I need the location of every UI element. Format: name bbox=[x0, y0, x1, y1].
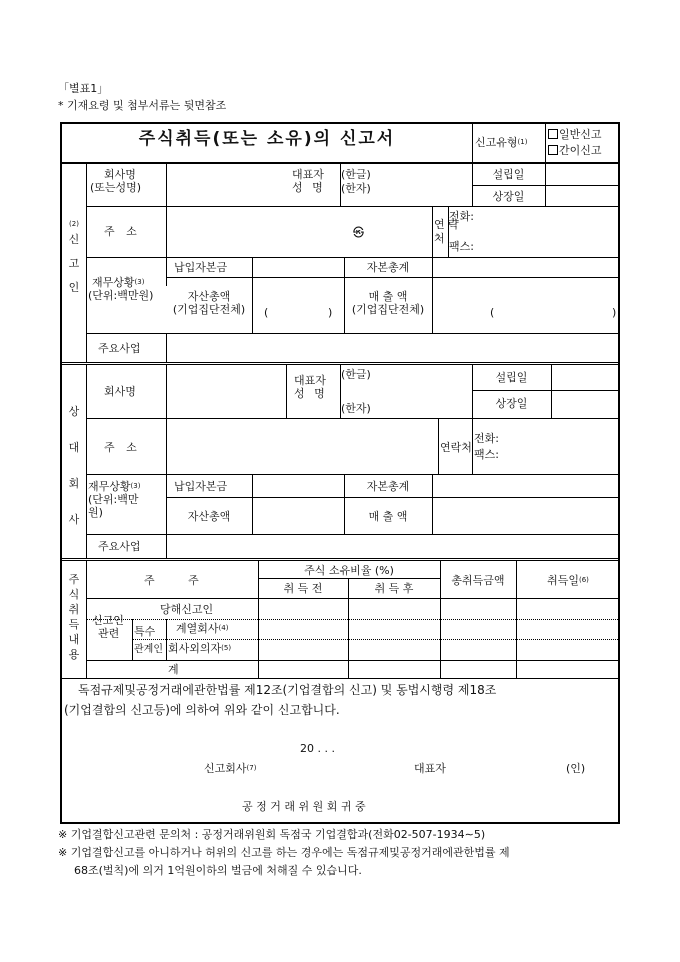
declaration-line-2: (기업결합의 신고등)에 의하여 위와 같이 신고합니다. bbox=[64, 703, 340, 717]
checkbox-icon[interactable] bbox=[548, 145, 558, 155]
related-label: 신고인 관련 bbox=[92, 614, 124, 640]
counterparty-main-business-label: 주요사업 bbox=[98, 540, 141, 553]
reporter-rep-label: 대표자 성 명 bbox=[292, 168, 324, 194]
form-frame bbox=[60, 122, 620, 824]
reporter-assets-paren-close: ) bbox=[328, 306, 333, 319]
reporter-assets-paren-open: ( bbox=[264, 306, 269, 319]
reporter-section-num: (2) bbox=[69, 220, 79, 228]
counterparty-company-name-label: 회사명 bbox=[104, 385, 136, 398]
reporter-phone-label: 전화: bbox=[449, 210, 474, 223]
reporter-paid-in-label: 납입자본금 bbox=[174, 261, 228, 274]
form-title: 주식취득(또는 소유)의 신고서 bbox=[138, 129, 396, 149]
report-type-simple[interactable]: 간이신고 bbox=[548, 144, 602, 157]
reporter-sales-paren-close: ) bbox=[612, 306, 617, 319]
reporter-sales-label: 매 출 액 (기업집단전체) bbox=[351, 290, 425, 316]
reporter-fax-label: 팩스: bbox=[449, 240, 474, 253]
reporter-rep-hanja: (한자) bbox=[341, 182, 371, 195]
report-type-label: 신고유형$^{(1)}$ bbox=[475, 136, 528, 149]
reporter-rep-hangul: (한글) bbox=[341, 168, 371, 181]
shareholder-header: 주 주 bbox=[144, 574, 199, 587]
reporter-contact-label: 연 락 처 bbox=[434, 218, 459, 245]
counterparty-established-label: 설립일 bbox=[495, 371, 528, 384]
ratio-header: 주식 소유비율 (%) bbox=[304, 564, 394, 577]
special-relation-label: 특수 관계인 bbox=[134, 625, 163, 655]
reporter-sales-paren-open: ( bbox=[490, 306, 495, 319]
counterparty-address-label: 주 소 bbox=[104, 441, 137, 454]
inquiry-note: ※ 기업결합신고관련 문의처 : 공정거래위원회 독점국 기업결합과(전화02-507-1934∼5) bbox=[58, 828, 486, 841]
declaration-date: 20 . . . bbox=[300, 742, 335, 755]
counterparty-paid-in-label: 납입자본금 bbox=[174, 480, 228, 493]
total-amount-header: 총취득금액 bbox=[451, 574, 505, 587]
counterparty-total-assets-label: 자산총액 bbox=[187, 510, 231, 523]
checkbox-icon[interactable] bbox=[548, 129, 558, 139]
report-type-general[interactable]: 일반신고 bbox=[548, 128, 602, 141]
counterparty-section-label: 상 대 회 사 bbox=[68, 405, 80, 526]
acquisition-section-label: 주 식 취 득 내 용 bbox=[68, 573, 80, 661]
ratio-after-header: 취 득 후 bbox=[374, 582, 414, 595]
ratio-before-header: 취 득 전 bbox=[283, 582, 323, 595]
counterparty-rep-hanja: (한자) bbox=[341, 402, 371, 415]
representative-label: 대표자 bbox=[414, 762, 446, 775]
counterparty-listed-label: 상장일 bbox=[495, 397, 528, 410]
reporting-company-label: 신고회사$^{(7)}$ bbox=[204, 762, 257, 775]
seal-mark: (인) bbox=[566, 762, 586, 775]
annex-label: 「별표1」 bbox=[58, 82, 109, 95]
counterparty-sales-label: 매 출 액 bbox=[368, 510, 408, 523]
counterparty-finance-label: 재무상황$^{(3)}$ (단위:백만 원) bbox=[88, 480, 141, 519]
affiliate-label: 계열회사$^{(4)}$ bbox=[176, 622, 229, 635]
reporter-address-label: 주 소 bbox=[104, 225, 137, 238]
seal-icon: ㉿ bbox=[353, 226, 364, 239]
declaration-line-1: 독점규제및공정거래에관한법률 제12조(기업결합의 신고) 및 동법시행령 제18조 bbox=[78, 683, 497, 697]
counterparty-fax-label: 팩스: bbox=[474, 448, 499, 461]
penalty-note-1: ※ 기업결합신고를 아니하거나 허위의 신고를 하는 경우에는 독점규제및공정거래에관한법률 제 bbox=[58, 846, 510, 859]
reporter-self-label: 당해신고인 bbox=[160, 603, 214, 616]
reporter-total-capital-label: 자본총계 bbox=[366, 261, 410, 274]
counterparty-contact-label: 연락처 bbox=[440, 441, 472, 454]
sum-label: 계 bbox=[168, 663, 179, 676]
reporter-main-business-label: 주요사업 bbox=[98, 342, 141, 355]
reporter-finance-label: 재무상황$^{(3)}$ (단위:백만원) bbox=[88, 276, 154, 302]
reporter-total-assets-label: 자산총액 (기업집단전체) bbox=[172, 290, 246, 316]
instructions-note: * 기재요령 및 첨부서류는 뒷면참조 bbox=[58, 99, 227, 112]
reporter-company-name-label: 회사명 (또는성명) bbox=[90, 168, 142, 194]
reporter-listed-label: 상장일 bbox=[492, 190, 525, 203]
counterparty-rep-hangul: (한글) bbox=[341, 368, 371, 381]
reporter-established-label: 설립일 bbox=[492, 168, 525, 181]
counterparty-rep-label: 대표자 성 명 bbox=[294, 374, 326, 400]
counterparty-phone-label: 전화: bbox=[474, 432, 499, 445]
non-affiliate-label: 회사외의자$^{(5)}$ bbox=[168, 642, 232, 655]
reporter-section-label: 신 고 인 bbox=[68, 233, 80, 294]
penalty-note-2: 68조(벌칙)에 의거 1억원이하의 벌금에 처해질 수 있습니다. bbox=[74, 864, 362, 877]
addressee: 공 정 거 래 위 원 회 귀 중 bbox=[242, 800, 366, 813]
acquisition-date-header: 취득일$^{(6)}$ bbox=[547, 574, 589, 587]
counterparty-total-capital-label: 자본총계 bbox=[366, 480, 410, 493]
